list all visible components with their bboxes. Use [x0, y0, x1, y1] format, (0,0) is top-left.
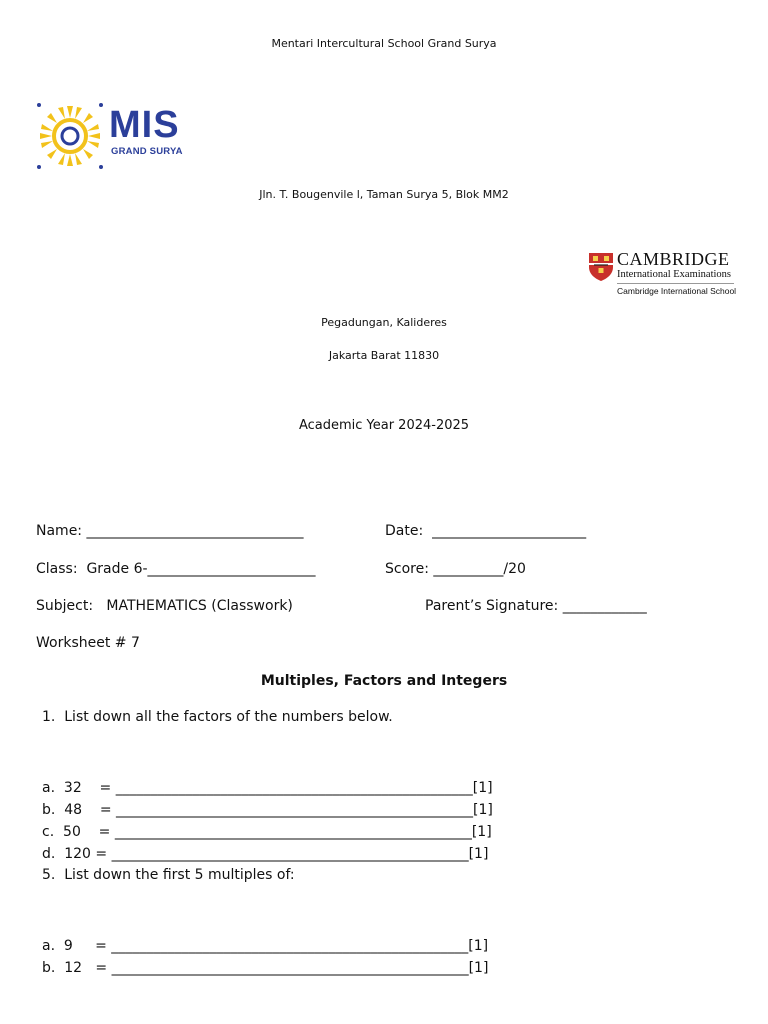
- academic-year: Academic Year 2024-2025: [298, 418, 470, 433]
- question-5-item-b[interactable]: b. 12 = ___________________________________________________[1]: [42, 960, 489, 976]
- worksheet-number: Worksheet # 7: [36, 635, 140, 651]
- address-line-3: Jakarta Barat 11830: [328, 349, 440, 362]
- cambridge-logo-text: CAMBRIDGE: [617, 249, 730, 269]
- question-5-item-a[interactable]: a. 9 = ___________________________________________________[1]: [42, 938, 489, 954]
- address-line-2: Pegadungan, Kalideres: [321, 316, 447, 329]
- cambridge-logo-subtitle: International Examinations: [617, 269, 732, 280]
- question-5: 5. List down the first 5 multiples of:: [42, 867, 295, 883]
- question-1: 1. List down all the factors of the numbers below.: [42, 709, 393, 725]
- address-line-1: Jln. T. Bougenvile l, Taman Surya 5, Blok MM2: [259, 188, 509, 201]
- cambridge-logo: [588, 250, 738, 300]
- mis-logo: [34, 100, 204, 172]
- question-1-item-d[interactable]: d. 120 = ___________________________________________________[1]: [42, 846, 489, 862]
- class-field[interactable]: Class: Grade 6-________________________: [36, 561, 316, 577]
- cambridge-school-label: Cambridge International School: [617, 286, 737, 296]
- question-1-item-b[interactable]: b. 48 = ___________________________________________________[1]: [42, 802, 493, 818]
- sun-emblem-icon: [34, 100, 106, 172]
- school-name: Mentari Intercultural School Grand Surya: [271, 37, 497, 50]
- question-1-item-c[interactable]: c. 50 = ___________________________________________________[1]: [42, 824, 492, 840]
- date-field[interactable]: Date: ______________________: [385, 523, 587, 539]
- worksheet-title: Multiples, Factors and Integers: [260, 673, 508, 689]
- parent-signature-field[interactable]: Parent’s Signature: ____________: [425, 598, 647, 614]
- name-field[interactable]: Name: _______________________________: [36, 523, 304, 539]
- mis-logo-subtitle: GRAND SURYA: [111, 146, 183, 157]
- subject-field: Subject: MATHEMATICS (Classwork): [36, 598, 293, 614]
- mis-logo-text: MIS: [109, 104, 180, 146]
- cambridge-shield-icon: [588, 252, 614, 282]
- question-1-item-a[interactable]: a. 32 = ___________________________________________________[1]: [42, 780, 493, 796]
- score-field[interactable]: Score: __________/20: [385, 561, 526, 577]
- cambridge-divider: [617, 283, 734, 284]
